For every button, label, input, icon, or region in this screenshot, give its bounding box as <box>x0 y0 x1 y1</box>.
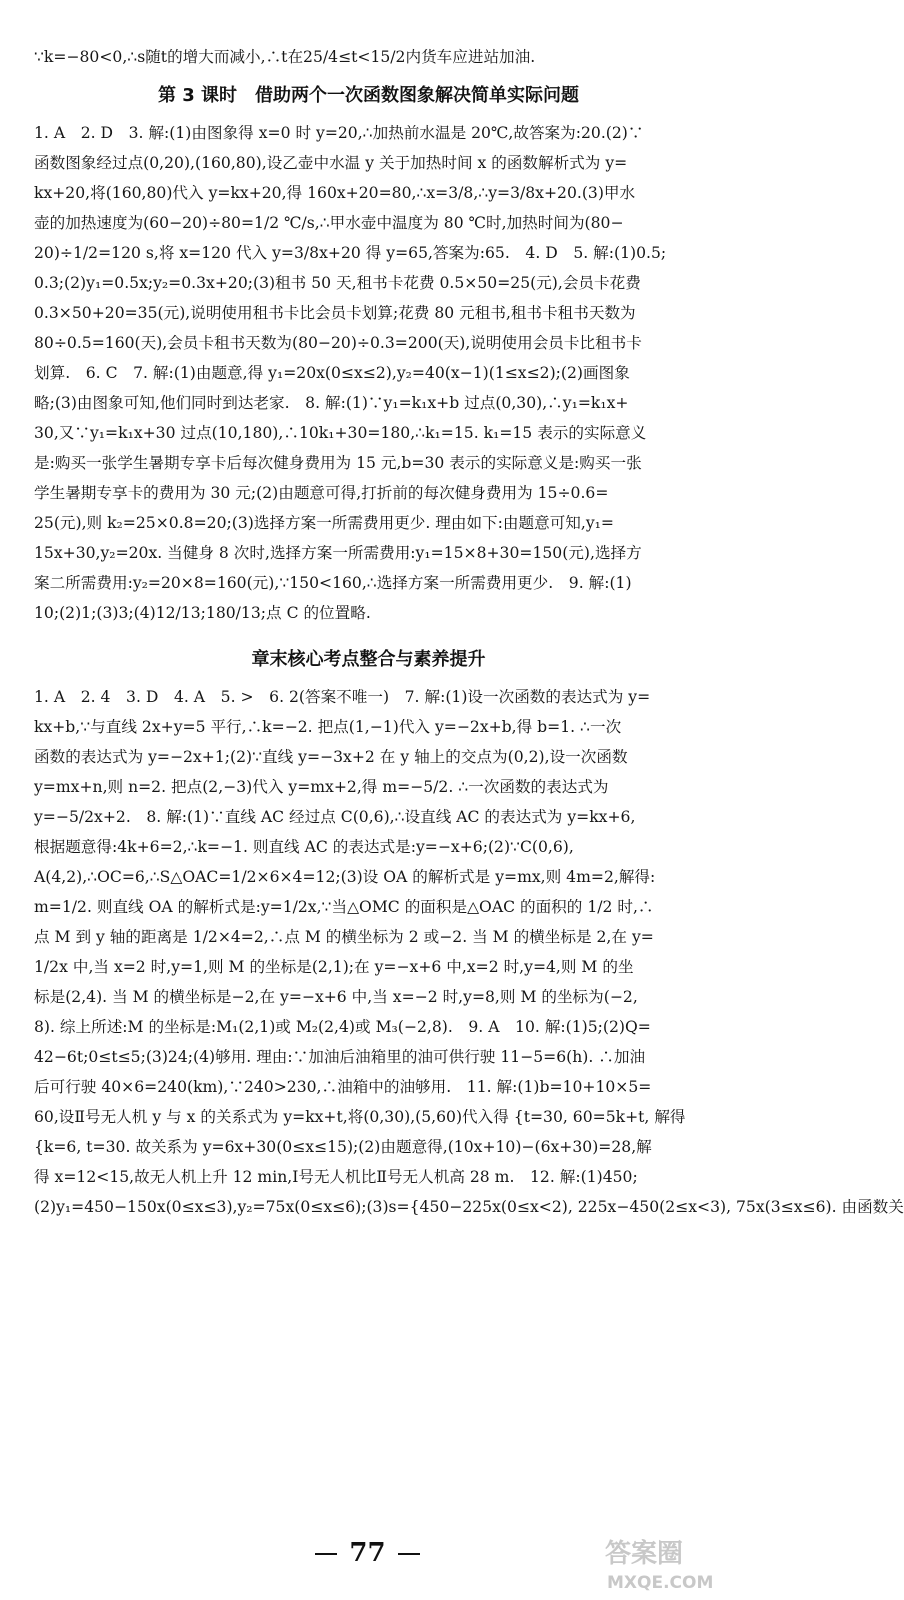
answer-line: 25(元),则 k₂=25×0.8=20;(3)选择方案一所需费用更少. 理由如下:由题意可知,y₁= <box>34 514 614 532</box>
answer-line: 0.3;(2)y₁=0.5x;y₂=0.3x+20;(3)租书 50 天,租书卡花费 0.5×50=25(元),会员卡花费 <box>34 274 641 292</box>
answer-line: 学生暑期专享卡的费用为 30 元;(2)由题意可得,打折前的每次健身费用为 15÷0.6= <box>34 484 609 502</box>
watermark-logo <box>597 1532 727 1594</box>
answer-line: ∵k=−80<0,∴s随t的增大而减小,∴t在25/4≤t<15/2内货车应进站加油. <box>34 48 536 66</box>
answer-line: 壶的加热速度为(60−20)÷80=1/2 ℃/s,∴甲水壶中温度为 80 ℃时,加热时间为(80− <box>34 214 624 232</box>
answer-line: y=−5/2x+2. 8. 解:(1)∵直线 AC 经过点 C(0,6),∴设直线 AC 的表达式为 y=kx+6, <box>34 808 636 826</box>
answer-line: 30,又∵y₁=k₁x+30 过点(10,180),∴10k₁+30=180,∴k₁=15. k₁=15 表示的实际意义 <box>34 424 647 442</box>
answer-line: 20)÷1/2=120 s,将 x=120 代入 y=3/8x+20 得 y=65,答案为:65. 4. D 5. 解:(1)0.5; <box>34 244 667 262</box>
answer-line: A(4,2),∴OC=6,∴S△OAC=1/2×6×4=12;(3)设 OA 的解析式是 y=mx,则 4m=2,解得: <box>34 868 656 886</box>
answer-line: 1/2x 中,当 x=2 时,y=1,则 M 的坐标是(2,1);在 y=−x+6 中,x=2 时,y=4,则 M 的坐 <box>34 958 634 976</box>
answer-line: 函数图象经过点(0,20),(160,80),设乙壶中水温 y 关于加热时间 x 的函数解析式为 y= <box>34 154 628 172</box>
answer-line: 0.3×50+20=35(元),说明使用租书卡比会员卡划算;花费 80 元租书,租书卡租书天数为 <box>34 304 636 322</box>
section-title-chapter-review: 章末核心考点整合与素养提升 <box>251 649 486 670</box>
dash-left <box>315 1553 337 1555</box>
watermark-bottom: MXQE.COM <box>607 1573 714 1593</box>
answer-line: 后可行驶 40×6=240(km),∵240>230,∴油箱中的油够用. 11. 解:(1)b=10+10×5= <box>34 1078 652 1096</box>
answer-line: 10;(2)1;(3)3;(4)12/13;180/13;点 C 的位置略. <box>34 604 371 622</box>
answer-line: 8). 综上所述:M 的坐标是:M₁(2,1)或 M₂(2,4)或 M₃(−2,8). 9. A 10. 解:(1)5;(2)Q= <box>34 1018 651 1036</box>
answer-line: 得 x=12<15,故无人机上升 12 min,Ⅰ号无人机比Ⅱ号无人机高 28 m. 12. 解:(1)450; <box>34 1168 638 1186</box>
answer-line: 60,设Ⅱ号无人机 y 与 x 的关系式为 y=kx+t,将(0,30),(5,60)代入得 {t=30, 60=5k+t, 解得 <box>34 1108 686 1126</box>
answer-line: 根据题意得:4k+6=2,∴k=−1. 则直线 AC 的表达式是:y=−x+6;(2)∵C(0,6), <box>34 838 574 856</box>
answer-line: 42−6t;0≤t≤5;(3)24;(4)够用. 理由:∵加油后油箱里的油可供行驶 11−5=6(h). ∴加油 <box>34 1048 646 1066</box>
section-title-lesson-3: 第 3 课时 借助两个一次函数图象解决简单实际问题 <box>157 85 580 106</box>
answer-line: kx+b,∵与直线 2x+y=5 平行,∴k=−2. 把点(1,−1)代入 y=−2x+b,得 b=1. ∴一次 <box>34 718 622 736</box>
answer-line: 划算. 6. C 7. 解:(1)由题意,得 y₁=20x(0≤x≤2),y₂=40(x−1)(1≤x≤2);(2)画图象 <box>34 364 630 382</box>
page-number-value: 77 <box>349 1538 386 1568</box>
answer-line: 80÷0.5=160(天),会员卡租书天数为(80−20)÷0.3=200(天),说明使用会员卡比租书卡 <box>34 334 642 352</box>
answer-line: 案二所需费用:y₂=20×8=160(元),∵150<160,∴选择方案一所需费用更少. 9. 解:(1) <box>34 574 632 592</box>
answer-block-chapter-review <box>34 682 904 1222</box>
answer-block-top <box>34 42 703 72</box>
answer-line: 1. A 2. 4 3. D 4. A 5. > 6. 2(答案不唯一) 7. 解:(1)设一次函数的表达式为 y= <box>34 688 651 706</box>
answer-line: 是:购买一张学生暑期专享卡后每次健身费用为 15 元,b=30 表示的实际意义是:购买一张 <box>34 454 642 472</box>
answer-line: 15x+30,y₂=20x. 当健身 8 次时,选择方案一所需费用:y₁=15×8+30=150(元),选择方 <box>34 544 642 562</box>
answer-line: 点 M 到 y 轴的距离是 1/2×4=2,∴点 M 的横坐标为 2 或−2. 当 M 的横坐标是 2,在 y= <box>34 928 654 946</box>
answer-line: 标是(2,4). 当 M 的横坐标是−2,在 y=−x+6 中,当 x=−2 时,y=8,则 M 的坐标为(−2, <box>34 988 638 1006</box>
answer-line: 略;(3)由图象可知,他们同时到达老家. 8. 解:(1)∵y₁=k₁x+b 过点(0,30),∴y₁=k₁x+ <box>34 394 629 412</box>
answer-line: m=1/2. 则直线 OA 的解析式是:y=1/2x,∵当△OMC 的面积是△OAC 的面积的 1/2 时,∴ <box>34 898 654 916</box>
watermark-top: 答案圈 <box>605 1539 684 1569</box>
answer-line: {k=6, t=30. 故关系为 y=6x+30(0≤x≤15);(2)由题意得,(10x+10)−(6x+30)=28,解 <box>34 1138 652 1156</box>
answer-block-lesson-3 <box>34 118 703 628</box>
answer-line: 1. A 2. D 3. 解:(1)由图象得 x=0 时 y=20,∴加热前水温是 20℃,故答案为:20.(2)∵ <box>34 124 644 142</box>
dash-right <box>398 1553 420 1555</box>
answer-line: kx+20,将(160,80)代入 y=kx+20,得 160x+20=80,∴x=3/8,∴y=3/8x+20.(3)甲水 <box>34 184 636 202</box>
answer-line: 函数的表达式为 y=−2x+1;(2)∵直线 y=−3x+2 在 y 轴上的交点为(0,2),设一次函数 <box>34 748 628 766</box>
answer-line: y=mx+n,则 n=2. 把点(2,−3)代入 y=mx+2,得 m=−5/2. ∴一次函数的表达式为 <box>34 778 609 796</box>
answer-line: (2)y₁=450−150x(0≤x≤3),y₂=75x(0≤x≤6);(3)s={450−225x(0≤x<2), 225x−450(2≤x<3), 75x(3≤x≤6). 由函数关 <box>34 1198 904 1216</box>
